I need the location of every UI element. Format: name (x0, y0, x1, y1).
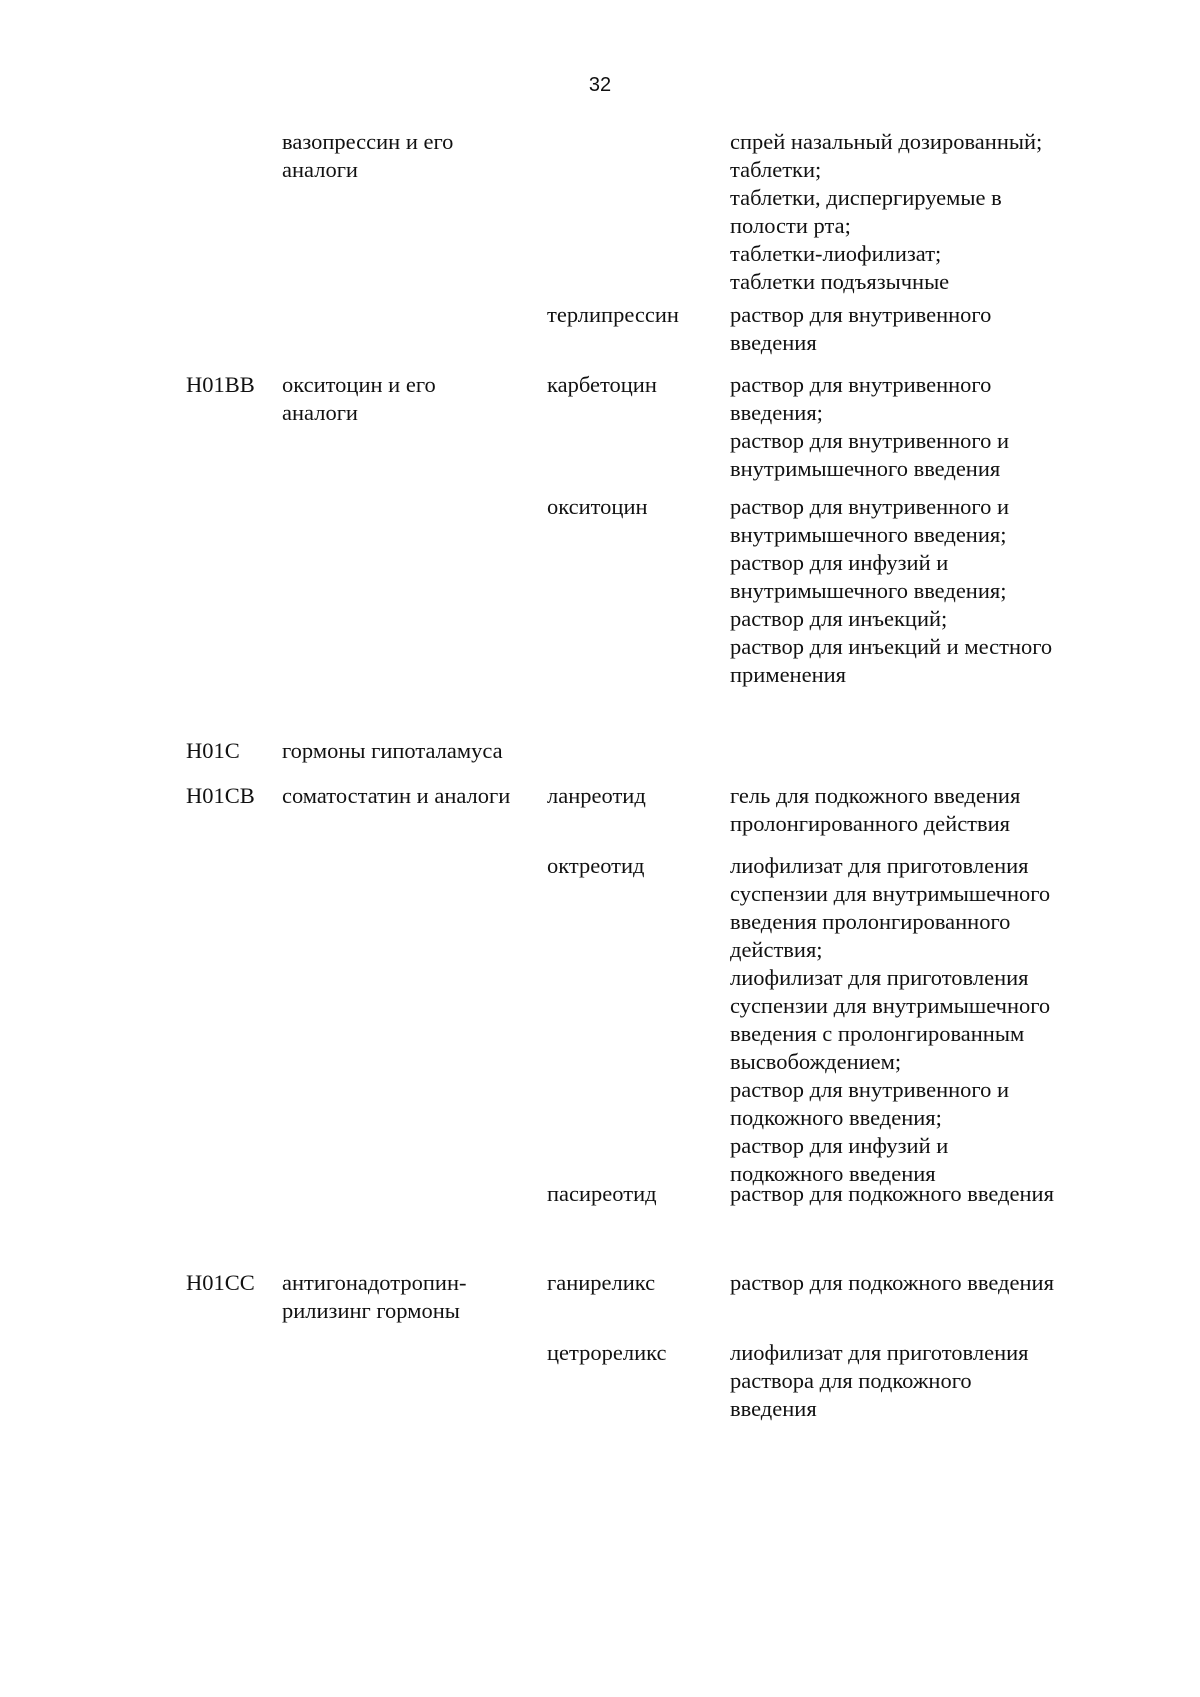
page-number: 32 (588, 74, 612, 96)
atc-code: H01CC (186, 1270, 255, 1295)
drug-name: октреотид (547, 853, 645, 878)
dosage-forms: гель для подкожного введения пролонгированного действия (730, 783, 1021, 836)
dosage-forms: лиофилизат для приготовления раствора для подкожного введения (730, 1340, 1029, 1421)
drug-name: пасиреотид (547, 1181, 657, 1206)
dosage-forms: раствор для подкожного введения (730, 1270, 1054, 1295)
dosage-forms: раствор для подкожного введения (730, 1181, 1054, 1206)
drug-name: цетрореликс (547, 1340, 667, 1365)
drug-name: окситоцин (547, 494, 648, 519)
drug-name: терлипрессин (547, 302, 679, 327)
dosage-forms: лиофилизат для приготовления суспензии для внутримышечного введения пролонгированного действия; лиофилизат для приготовления суспензии для внутримышечного введения с пролонгированным высвобождением; раствор для внутривенного и подкожного введения; раствор для инфузий и подкожного введения (730, 853, 1051, 1186)
dosage-forms: раствор для внутривенного введения; раствор для внутривенного и внутримышечного введения (730, 372, 1010, 481)
group-name: вазопрессин и его аналоги (282, 129, 454, 182)
group-name: гормоны гипоталамуса (282, 738, 503, 763)
dosage-forms: раствор для внутривенного введения (730, 302, 992, 355)
group-name: соматостатин и аналоги (282, 783, 511, 808)
drug-name: ланреотид (547, 783, 646, 808)
group-name: окситоцин и его аналоги (282, 372, 436, 425)
drug-name: карбетоцин (547, 372, 657, 397)
atc-code: H01CB (186, 783, 255, 808)
group-name: антигонадотропин- рилизинг гормоны (282, 1270, 467, 1323)
drug-name: ганиреликс (547, 1270, 656, 1295)
dosage-forms: раствор для внутривенного и внутримышечного введения; раствор для инфузий и внутримышечного введения; раствор для инъекций; раствор для инъекций и местного применения (730, 494, 1053, 687)
dosage-forms: спрей назальный дозированный; таблетки; таблетки, диспергируемые в полости рта; таблетки-лиофилизат; таблетки подъязычные (730, 129, 1043, 294)
atc-code: H01C (186, 738, 240, 763)
atc-code: H01BB (186, 372, 255, 397)
